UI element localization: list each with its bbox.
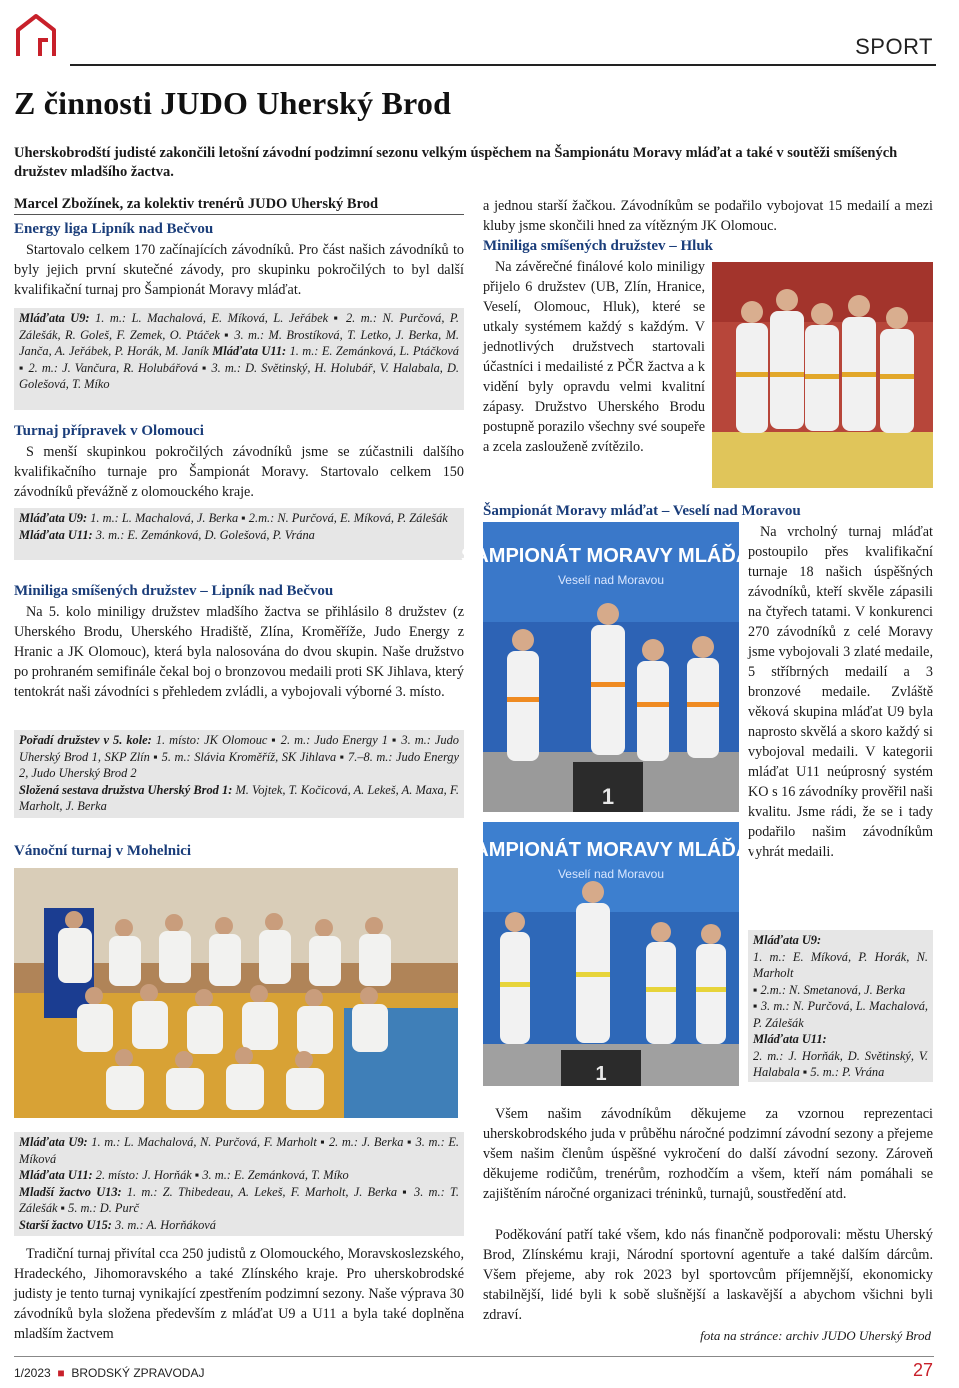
heading-miniliga-hluk: Miniliga smíšených družstev – Hluk — [483, 238, 714, 254]
article-byline: Marcel Zbožínek, za kolektiv trenérů JUDO Uherský Brod — [14, 196, 464, 215]
results-energy-liga: Mláďata U9: 1. m.: L. Machalová, E. Míková, L. Jeřábek ▪ 2. m.: N. Purčová, P. Zálešák, R. Goleš, F. Zemek, O. Ptáček ▪ 3. m.: M. Brostíková, T. Letko, J. Berka, M. Janča, A. Jeřábek, P. Horák, M. Janík Mláďata U11: 1. m.: E. Zemánková, L. Ptáčková ▪ 2. m.: J. Vančura, R. Holubářová ▪ 3. m.: D. Světinský, H. Holubář, V. Halabala, D. Golešová, T. Míko — [14, 308, 464, 410]
podium-number-2: 1 — [595, 1063, 607, 1085]
results-miniliga-lipnik: Pořadí družstev v 5. kole: 1. místo: JK Olomouc ▪ 2. m.: Judo Energy 1 ▪ 3. m.: Judo Uherský Brod 1, SKP Zlín ▪ 5. m.: Slávia Kroměříž, SK Jihlava ▪ 7.–8. m.: Judo Energy 2, Judo Uherský Brod 2 Složená sestava družstva Uherský Brod 1: M. Vojtek, T. Kočicová, A. Lekeš, A. Maxa, F. Marholt, J. Berka — [14, 730, 464, 818]
banner-text-1: ŠAMPIONÁT MORAVY MLÁĎAT — [461, 545, 761, 567]
text-sampionat: Na vrcholný turnaj mláďat postoupilo přes kvalifikační turnaje 18 našich úspěšných závodníků, kteří skvěle zápasili na čtyřech tatami. V konkurenci 270 závodníků z celé Moravy jsme vybojovali 3 zlaté medaile, 5 stříbrných medailí a 3 bronzové medaile. Zvláště věková skupina mláďat U9 byla naprosto skvělá a skoro každý si vybojoval medaili. V kategorii mláďat U11 neúprosný systém KO s 16 závodníky prověřil naši kvalitu. Jsme rádi, že se i tady podařilo našim závodníkům vyhrát medaili. — [748, 524, 933, 860]
text-energy-liga: Startovalo celkem 170 začínajících závodníků. Pro část našich závodníků to byly jejich první skutečné závody, pro skupinku pokročilých to byl další kvalifikační turnaj pro Šampionát Moravy mláďat. — [14, 242, 464, 298]
photo-mohelnice-group — [14, 868, 458, 1118]
footer-rule — [14, 1356, 934, 1357]
footer-issue: 1/2023 — [14, 1366, 51, 1380]
house-icon — [14, 12, 58, 60]
heading-miniliga-lipnik: Miniliga smíšených družstev – Lipník nad Bečvou — [14, 583, 334, 599]
text-mohelnice: Tradiční turnaj přivítal cca 250 judistů z Olomouckého, Moravskoslezského, Hradeckého, Jihomoravského a také Zlínského kraje. Pro uherskobrodské judisty je tento turnaj vynikající zpestřením podzimní sezony. Naše výprava 30 závodníků byla složena především z mláďat U9 a U11 a byla také doplněna mladším žactvem — [14, 1246, 464, 1342]
photo-sampionat-podium-1 — [461, 522, 761, 812]
footer-issue-line — [14, 1366, 204, 1380]
heading-sampionat: Šampionát Moravy mláďat – Veselí nad Moravou — [483, 503, 801, 519]
text-closing-2: Poděkování patří také všem, kdo nás finančně podporovali: městu Uherský Brod, Zlínskému kraji, Národní sportovní agentuře a také dalším dárcům. Všem přejeme, aby rok 2023 byl sportovcům příjemnější, ekonomicky stabilnější, lidé byli k sobě slušnější a laskavější a abychom všichni byli zdraví. — [483, 1227, 933, 1323]
article-title: Z činnosti JUDO Uherský Brod — [14, 85, 452, 121]
text-mohelnice-continued: a jednou starší žačkou. Závodníkům se podařilo vybojovat 15 medailí a mezi kluby jsme skončili hned za vítězným JK Olomouc. — [483, 198, 933, 234]
footer-publication: BRODSKÝ ZPRAVODAJ — [71, 1366, 205, 1380]
photo-hluk-team — [712, 262, 933, 488]
text-miniliga-lipnik: Na 5. kolo miniligy družstev mladšího žactva se přihlásilo 8 družstev (z Uherského Brodu, Uherského Hradiště, Zlína, Kroměříže, Judo Energy z Hranic a JK Olomouc), která byla nalosována do dvou skupin. Naše družstvo po prohraném semifinále čekal boj o bronzovou medaili proti SK Jihlava, který tentokrát naši závodníci s přehledem zvládli, a vybojovali výborné 3. místo. — [14, 604, 464, 700]
page-number: 27 — [912, 1360, 933, 1380]
section-label: SPORT — [855, 34, 933, 59]
banner-text-2: ŠAMPIONÁT MORAVY MLÁĎAT — [461, 839, 761, 861]
article-lead: Uherskobrodští judisté zakončili letošní závodní podzimní sezonu velkým úspěchem na Šampionátu Moravy mláďat a také v soutěži smíšených družstev mladšího žactva. — [14, 145, 898, 180]
text-miniliga-hluk: Na závěrečné finálové kolo miniligy přijelo 6 družstev (UB, Zlín, Hranice, Veselí, Olomouc, Hluk), které se utkaly systémem každý s každým. V jednotlivých družstvech startovali účastníci i medailisté z PČR žactva a k vidění byly opravdu velmi kvalitní zápasy. Družstvo Uherského Brodu postupně porazilo všechny své soupeře a zcela zaslouženě zvítězilo. — [483, 259, 705, 455]
results-sampionat: Mláďata U9: 1. m.: E. Míková, P. Horák, N. Marholt ▪ 2.m.: N. Smetanová, J. Berka ▪ 3. m.: N. Purčová, L. Machalová, P. Zálešák Mláďata U11: 2. m.: J. Horňák, D. Světinský, V. Halabala ▪ 5. m.: P. Vrána — [748, 930, 933, 1082]
results-olomouc: Mláďata U9: 1. m.: L. Machalová, J. Berka ▪ 2.m.: N. Purčová, E. Míková, P. Zálešák Mláďata U11: 3. m.: E. Zemánková, D. Golešová, P. Vrána — [14, 508, 464, 560]
text-closing-1: Všem našim závodníkům děkujeme za vzornou reprezentaci uherskobrodského juda v průběhu náročné podzimní závodní sezony a přejeme všem našim členům úspěšné vykročení do další závodní sezony. Zároveň děkujeme rodičům, trenérům, rozhodčím a všem, kteří nám pomáhali se zajištěním náročné organizaci tréninků, turnajů, soustředění atd. — [483, 1106, 933, 1202]
footer-bullet: ■ — [54, 1366, 68, 1380]
text-olomouc: S menší skupinkou pokročilých závodníků jsme se zúčastnili dalšího kvalifikačního turnaje pro Šampionát Moravy. Startovalo celkem 150 závodníků převážně z olomouckého kraje. — [14, 444, 464, 500]
header-rule — [70, 64, 936, 66]
podium-number-1: 1 — [601, 784, 615, 809]
photo-sampionat-podium-2 — [461, 822, 761, 1086]
heading-energy-liga: Energy liga Lipník nad Bečvou — [14, 221, 214, 237]
banner-sub-2: Veselí nad Moravou — [557, 867, 665, 881]
banner-sub-1: Veselí nad Moravou — [557, 573, 665, 587]
heading-olomouc: Turnaj přípravek v Olomouci — [14, 423, 204, 439]
photo-credit: fota na stránce: archiv JUDO Uherský Brod — [700, 1328, 931, 1343]
heading-mohelnice: Vánoční turnaj v Mohelnici — [14, 843, 192, 859]
results-mohelnice: Mláďata U9: 1. m.: L. Machalová, N. Purčová, F. Marholt ▪ 2. m.: J. Berka ▪ 3. m.: E. Míková Mláďata U11: 2. místo: J. Horňák ▪ 3. m.: E. Zemánková, T. Míko Mladší žactvo U13: 1. m.: Z. Thibedeau, A. Lekeš, F. Marholt, J. Berka ▪ 3. m.: T. Zálešák ▪ 5. m.: D. Purč Starší žactvo U15: 3. m.: A. Horňáková — [14, 1132, 464, 1236]
